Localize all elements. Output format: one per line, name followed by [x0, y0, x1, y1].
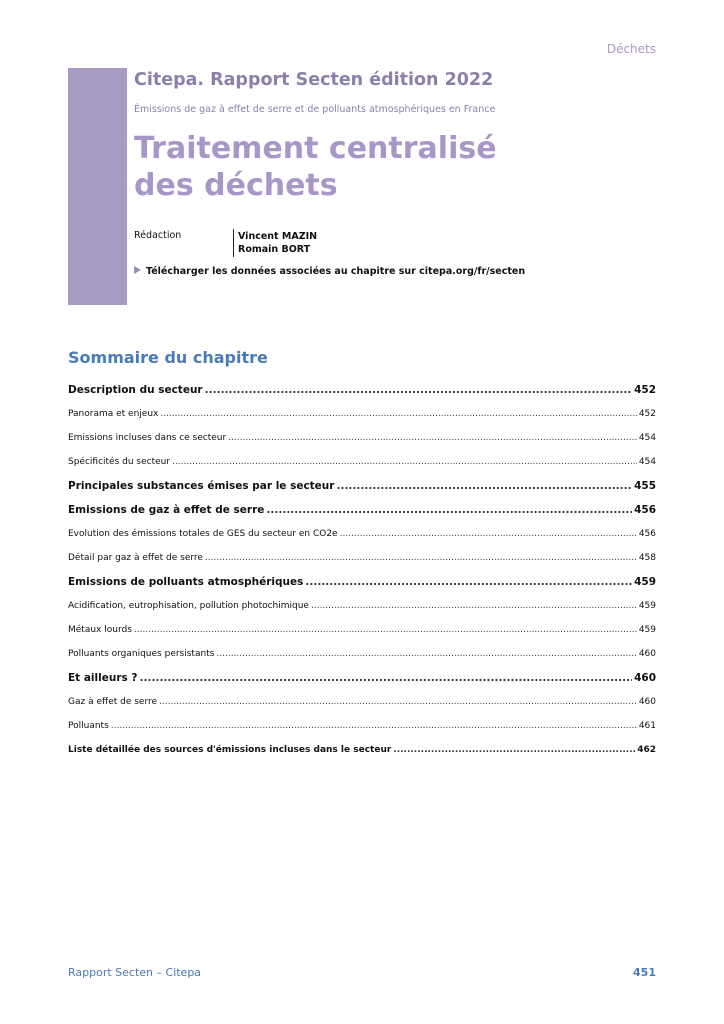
toc-entry[interactable]: [68, 714, 656, 738]
authors: [238, 230, 317, 256]
toc-entry-label[interactable]: Evolution des émissions totales de GES du secteur en CO2e: [68, 529, 338, 539]
toc-leader-dots: [305, 576, 632, 588]
toc-entry[interactable]: [68, 402, 656, 426]
chapter-title: [134, 130, 497, 204]
toc-entry[interactable]: [68, 642, 656, 666]
table-of-contents: [68, 378, 656, 762]
toc-leader-dots: [311, 601, 637, 611]
toc-leader-dots: [172, 457, 637, 467]
toc-entry-label[interactable]: Polluants: [68, 721, 109, 731]
toc-leader-dots: [160, 409, 636, 419]
download-link[interactable]: [134, 266, 525, 277]
toc-heading: Sommaire du chapitre: [68, 348, 268, 367]
toc-entry[interactable]: [68, 522, 656, 546]
chapter-title-line2: des déchets: [134, 168, 338, 203]
toc-entry-label[interactable]: Principales substances émises par le secteur: [68, 480, 335, 492]
download-link-text[interactable]: Télécharger les données associées au chapitre sur citepa.org/fr/secten: [146, 266, 526, 277]
toc-leader-dots: [205, 384, 632, 396]
toc-entry[interactable]: [68, 690, 656, 714]
toc-entry-label[interactable]: Description du secteur: [68, 384, 203, 396]
toc-leader-dots: [228, 433, 637, 443]
toc-entry[interactable]: [68, 570, 656, 594]
toc-entry-page[interactable]: 456: [634, 504, 656, 516]
toc-entry[interactable]: [68, 378, 656, 402]
toc-leader-dots: [216, 649, 636, 659]
toc-entry-page[interactable]: 456: [638, 529, 656, 539]
toc-entry-label[interactable]: Acidification, eutrophisation, pollution photochimique: [68, 601, 309, 611]
toc-entry-page[interactable]: 460: [634, 672, 656, 684]
chapter-title-line1: Traitement centralisé: [134, 131, 497, 166]
decorative-purple-bar: [68, 68, 127, 305]
section-header: Déchets: [606, 42, 656, 56]
page-number: 451: [633, 966, 656, 979]
toc-entry-label[interactable]: Métaux lourds: [68, 625, 132, 635]
toc-entry-page[interactable]: 452: [638, 409, 656, 419]
toc-leader-dots: [266, 504, 632, 516]
toc-leader-dots: [393, 745, 635, 755]
toc-entry-page[interactable]: 459: [638, 625, 656, 635]
toc-entry-page[interactable]: 454: [638, 433, 656, 443]
toc-entry-label[interactable]: Emissions de gaz à effet de serre: [68, 504, 265, 516]
toc-entry-page[interactable]: 458: [638, 553, 656, 563]
toc-entry[interactable]: [68, 546, 656, 570]
toc-entry-page[interactable]: 459: [638, 601, 656, 611]
toc-leader-dots: [134, 625, 637, 635]
toc-entry-page[interactable]: 455: [634, 480, 656, 492]
toc-entry-label[interactable]: Panorama et enjeux: [68, 409, 159, 419]
toc-entry-label[interactable]: Emissions de polluants atmosphériques: [68, 576, 304, 588]
footer-left: Rapport Secten – Citepa: [68, 966, 202, 979]
redaction-divider: [233, 229, 234, 257]
toc-entry-page[interactable]: 452: [634, 384, 656, 396]
toc-entry-label[interactable]: Spécificités du secteur: [68, 457, 171, 467]
toc-entry-page[interactable]: 460: [638, 697, 656, 707]
play-arrow-icon: [134, 266, 141, 274]
author-name: Vincent MAZIN: [238, 231, 318, 242]
toc-leader-dots: [340, 529, 637, 539]
toc-entry[interactable]: [68, 738, 656, 762]
report-title: Citepa. Rapport Secten édition 2022: [134, 70, 494, 90]
toc-entry[interactable]: [68, 666, 656, 690]
toc-leader-dots: [111, 721, 637, 731]
toc-leader-dots: [140, 672, 633, 684]
toc-entry[interactable]: [68, 594, 656, 618]
toc-entry-page[interactable]: 461: [638, 721, 656, 731]
toc-entry-page[interactable]: 462: [637, 745, 656, 755]
toc-entry[interactable]: [68, 618, 656, 642]
toc-leader-dots: [205, 553, 637, 563]
toc-entry-page[interactable]: 459: [634, 576, 656, 588]
toc-entry[interactable]: [68, 498, 656, 522]
toc-entry-label[interactable]: Emissions incluses dans ce secteur: [68, 433, 227, 443]
toc-entry-label[interactable]: Polluants organiques persistants: [68, 649, 215, 659]
toc-entry[interactable]: [68, 426, 656, 450]
toc-leader-dots: [159, 697, 637, 707]
toc-entry-label[interactable]: Et ailleurs ?: [68, 672, 138, 684]
toc-entry-page[interactable]: 460: [638, 649, 656, 659]
toc-entry-label[interactable]: Détail par gaz à effet de serre: [68, 553, 203, 563]
redaction-label: Rédaction: [134, 230, 182, 241]
toc-entry-page[interactable]: 454: [638, 457, 656, 467]
report-subtitle: Émissions de gaz à effet de serre et de polluants atmosphériques en France: [134, 104, 496, 115]
toc-entry-label[interactable]: Liste détaillée des sources d'émissions incluses dans le secteur: [68, 745, 392, 755]
toc-entry[interactable]: [68, 450, 656, 474]
toc-entry-label[interactable]: Gaz à effet de serre: [68, 697, 158, 707]
toc-entry[interactable]: [68, 474, 656, 498]
author-name: Romain BORT: [238, 244, 311, 255]
toc-leader-dots: [336, 480, 632, 492]
